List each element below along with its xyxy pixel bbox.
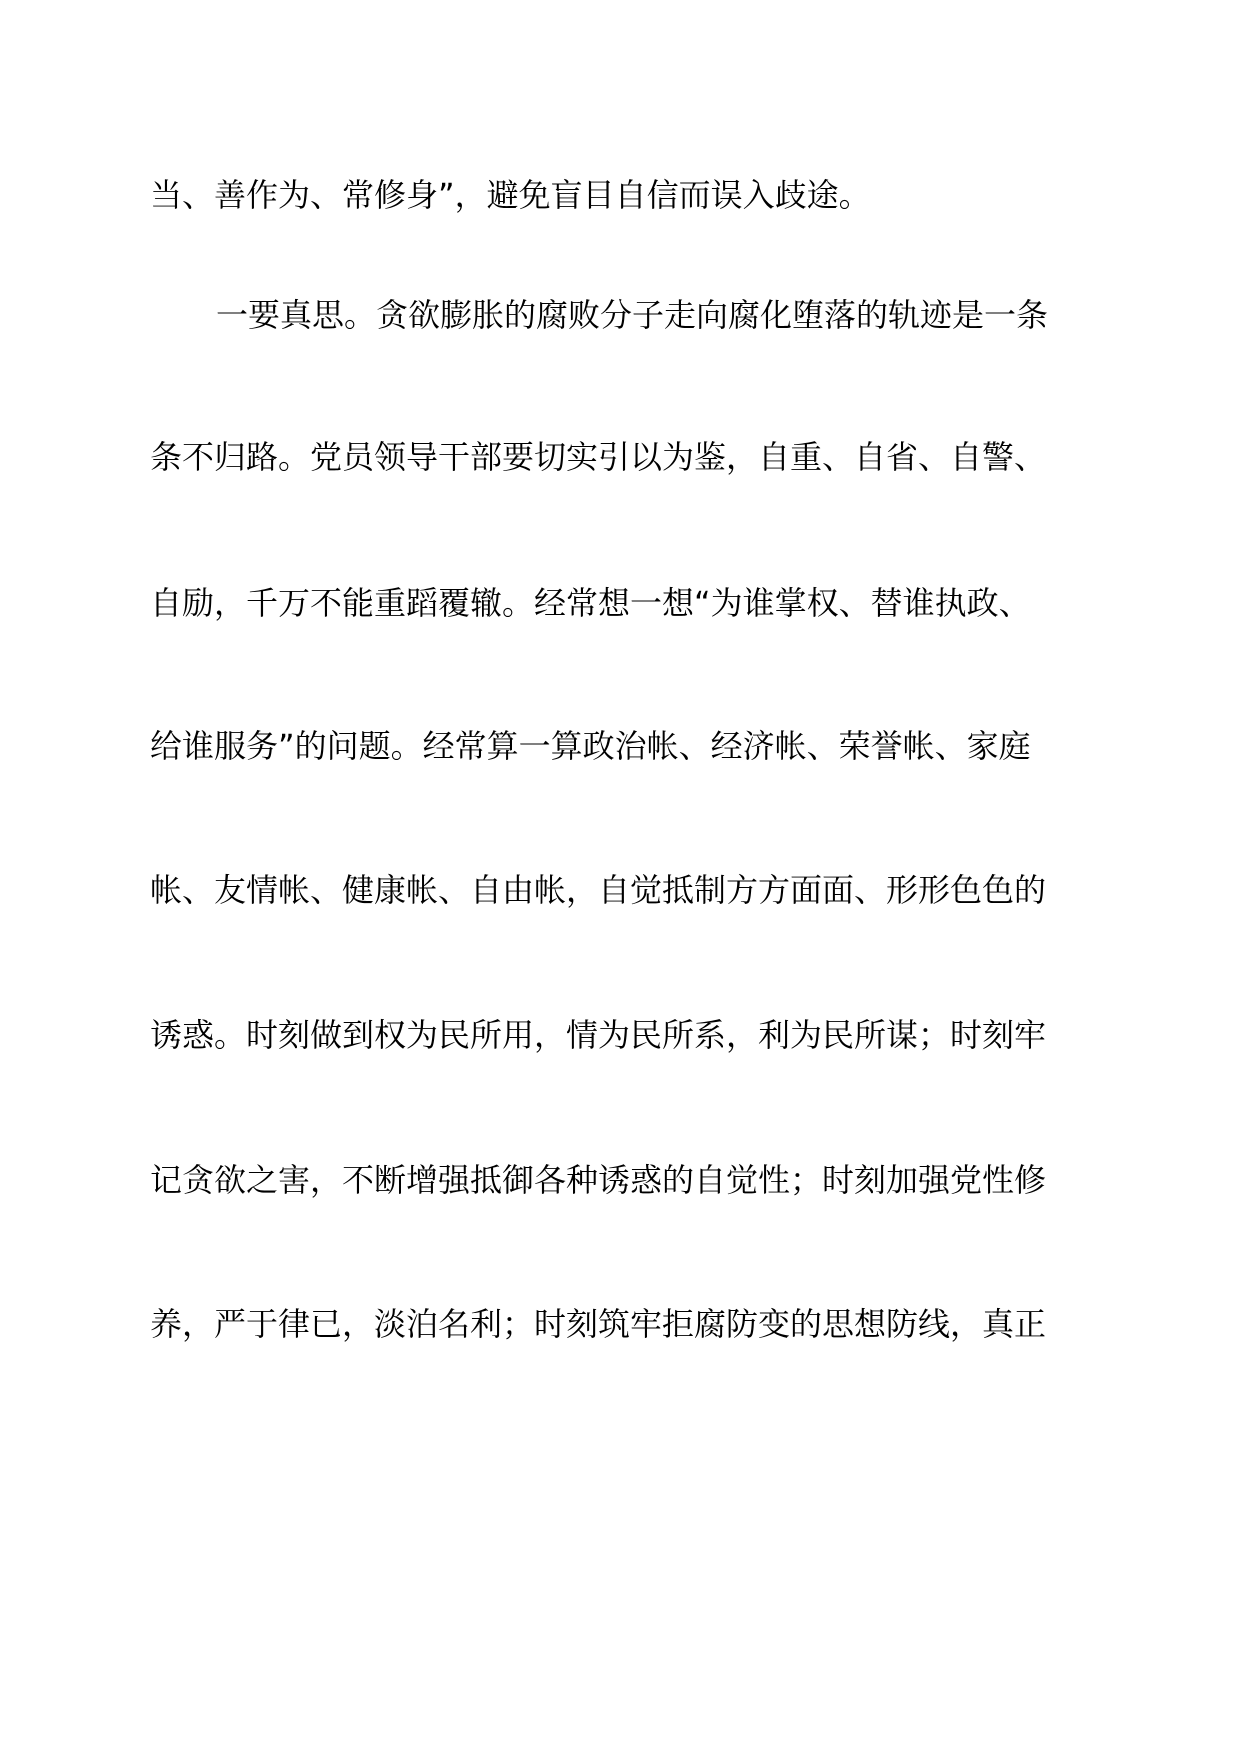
text-line-5: 给谁服务”的问题。经常算一算政治帐、经济帐、荣誉帐、家庭 — [150, 727, 1031, 765]
text-line-7: 诱惑。时刻做到权为民所用，情为民所系，利为民所谋；时刻牢 — [150, 1016, 1047, 1054]
text-line-4: 自励，千万不能重蹈覆辙。经常想一想“为谁掌权、替谁执政、 — [150, 584, 1031, 622]
text-line-6: 帐、友情帐、健康帐、自由帐，自觉抵制方方面面、形形色色的 — [150, 871, 1047, 909]
text-line-3: 条不归路。党员领导干部要切实引以为鉴，自重、自省、自警、 — [150, 438, 1047, 476]
text-line-1: 当、善作为、常修身”，避免盲目自信而误入歧途。 — [150, 176, 871, 214]
text-line-8: 记贪欲之害，不断增强抵御各种诱惑的自觉性；时刻加强党性修 — [150, 1161, 1047, 1199]
text-line-2: 一要真思。贪欲膨胀的腐败分子走向腐化堕落的轨迹是一条 — [216, 296, 1049, 334]
text-line-9: 养，严于律已，淡泊名利；时刻筑牢拒腐防变的思想防线，真正 — [150, 1305, 1047, 1343]
